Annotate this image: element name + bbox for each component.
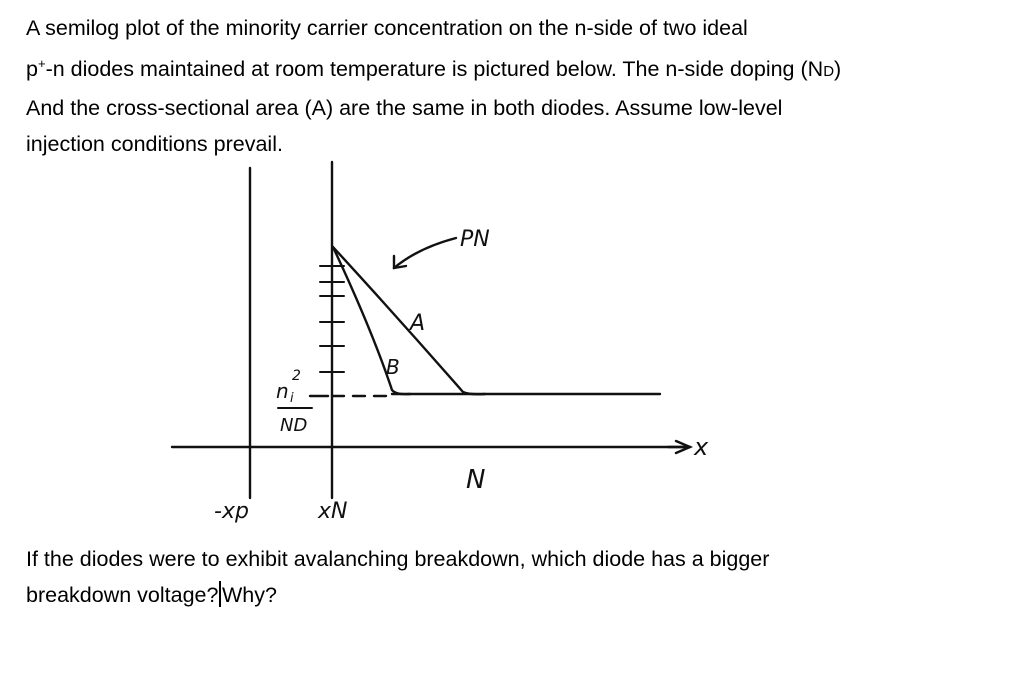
curve-a-label: A xyxy=(410,311,426,336)
level-label xyxy=(276,368,307,436)
pn-pointer-arrow xyxy=(394,238,456,268)
text-cursor xyxy=(219,581,221,607)
problem-line-3: And the cross-sectional area (A) are the same in both diodes. Assume low-level xyxy=(26,96,783,121)
xp-label: -xp xyxy=(214,499,249,524)
svg-text:2: 2 xyxy=(292,368,301,384)
problem-statement xyxy=(26,10,1016,162)
x-axis-label: x xyxy=(694,433,709,461)
pn-pointer-arrowhead xyxy=(394,256,406,268)
curve-a xyxy=(333,247,485,394)
pn-curve-label: PN xyxy=(460,227,490,252)
n-region-label: N xyxy=(466,465,486,495)
problem-line-2: p+-n diodes maintained at room temperature is pictured below. The n-side doping (ND) xyxy=(26,56,842,82)
xn-label: xN xyxy=(318,499,348,524)
curve-b-label: B xyxy=(386,355,400,379)
curve-b xyxy=(333,247,410,394)
svg-text:ND: ND xyxy=(280,415,308,436)
question-line-2: breakdown voltage? Why? xyxy=(26,583,277,607)
question-line-1: If the diodes were to exhibit avalanching breakdown, which diode has a bigger xyxy=(26,547,770,571)
question-text xyxy=(26,541,986,613)
log-tick-marks xyxy=(320,266,344,372)
x-axis-arrowhead xyxy=(676,441,690,453)
problem-line-1: A semilog plot of the minority carrier concentration on the n-side of two ideal xyxy=(26,16,748,40)
problem-line-4: injection conditions prevail. xyxy=(26,132,283,157)
svg-text:i: i xyxy=(290,391,294,406)
svg-text:n: n xyxy=(276,379,289,403)
